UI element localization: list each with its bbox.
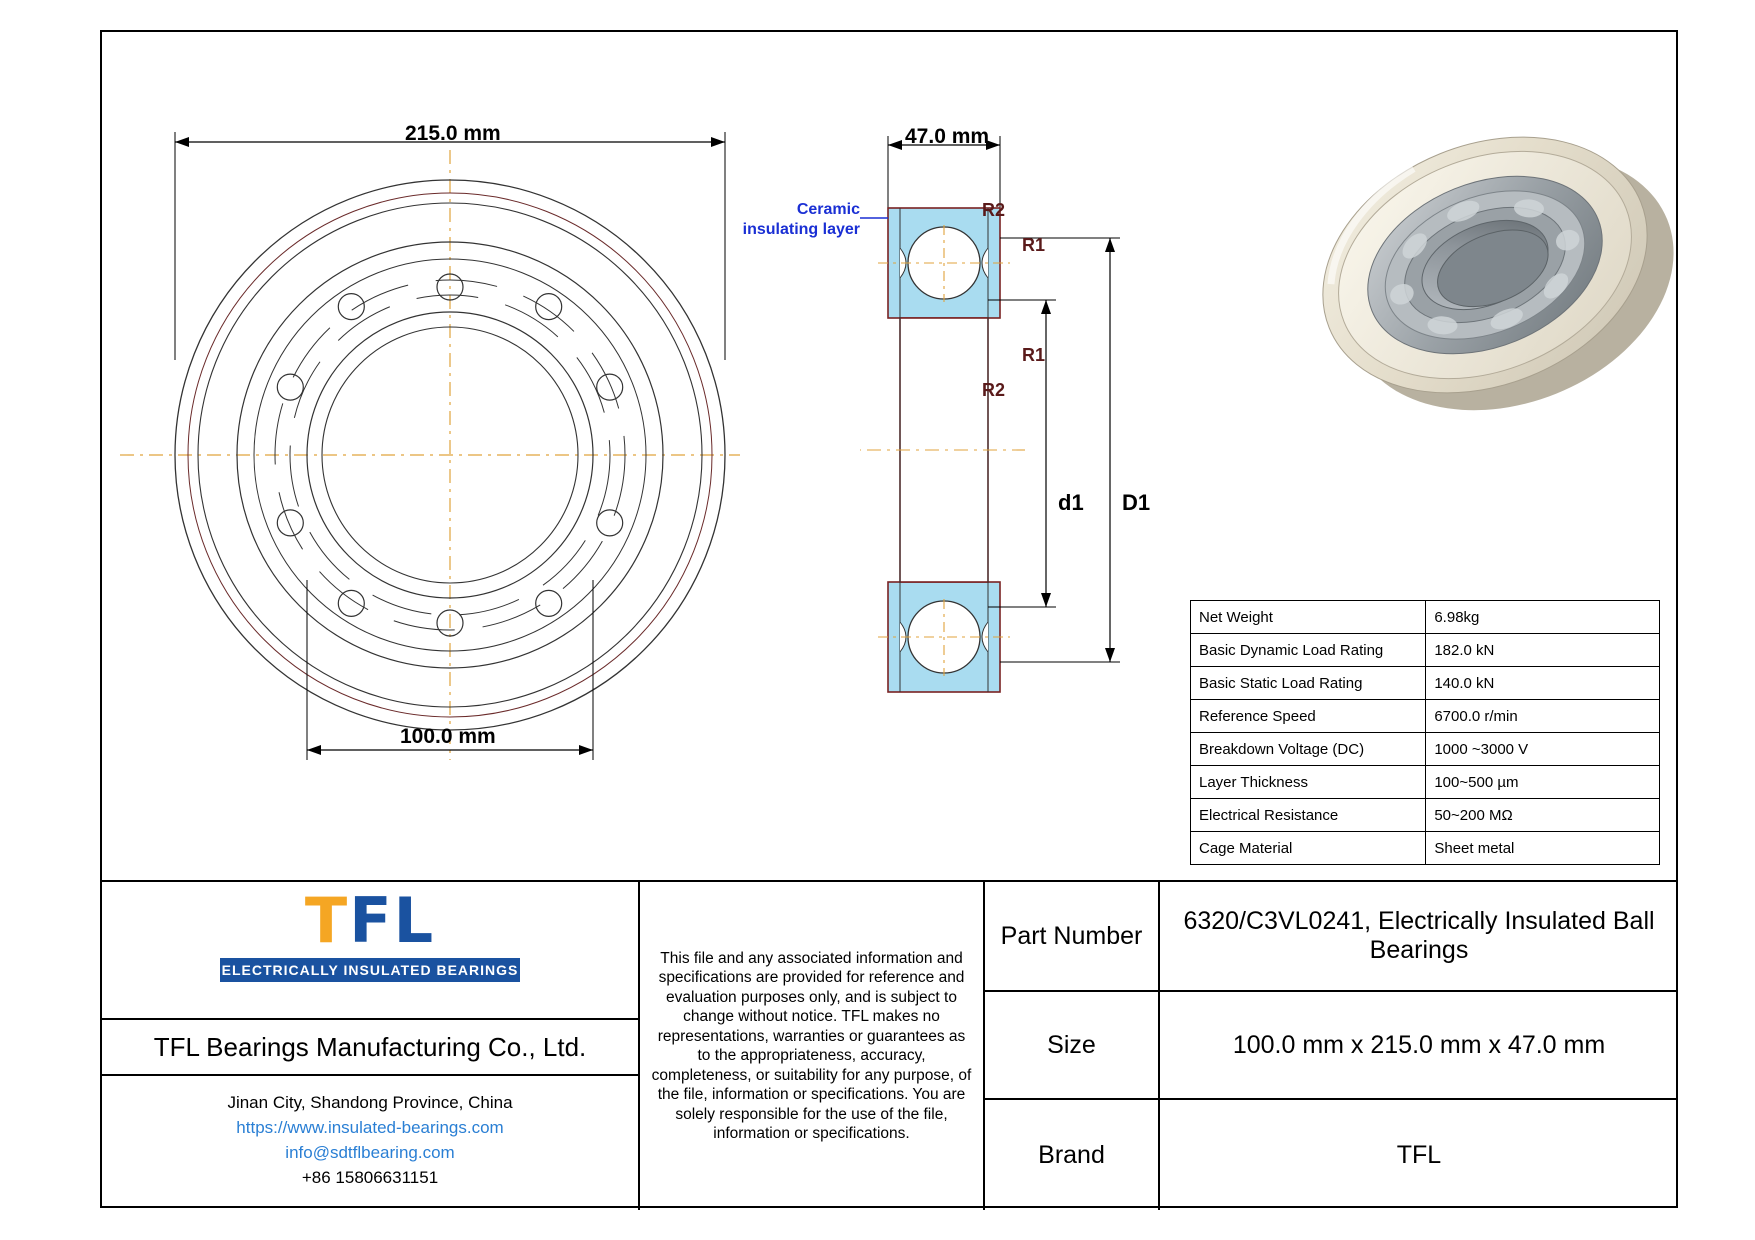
company-name: TFL Bearings Manufacturing Co., Ltd.: [153, 1032, 587, 1062]
spec-value: 6700.0 r/min: [1426, 700, 1660, 733]
tfl-logo: [100, 884, 640, 982]
field-size: [985, 992, 1678, 1100]
fields-panel: [985, 882, 1678, 1210]
specification-table: [1190, 600, 1660, 865]
field-part-number: [985, 882, 1678, 992]
logo-letter-l: L: [393, 884, 436, 957]
spec-key: Electrical Resistance: [1191, 799, 1426, 832]
ceramic-layer-line1: Ceramic: [796, 201, 860, 218]
logo-letter-t: T: [304, 884, 350, 957]
field-value: TFL: [1396, 1140, 1442, 1169]
spec-value: 6.98kg: [1426, 601, 1660, 634]
table-row: [1191, 601, 1660, 634]
table-row: [1191, 733, 1660, 766]
spec-value: 50~200 MΩ: [1426, 799, 1660, 832]
label-r1-bottom: R1: [1022, 345, 1046, 365]
field-value: 100.0 mm x 215.0 mm x 47.0 mm: [1232, 1030, 1606, 1059]
label-r2-bottom: R2: [982, 380, 1006, 400]
spec-key: Breakdown Voltage (DC): [1191, 733, 1426, 766]
table-row: [1191, 832, 1660, 865]
label-d1: d1: [1058, 490, 1084, 515]
table-row: [1191, 667, 1660, 700]
logo-tagline: ELECTRICALLY INSULATED BEARINGS: [220, 958, 520, 982]
dimension-bore: 100.0 mm: [400, 725, 496, 748]
table-row: [1191, 799, 1660, 832]
company-address-block: [100, 1090, 640, 1190]
website-link[interactable]: https://www.insulated-bearings.com: [236, 1118, 504, 1137]
dimension-width: 47.0 mm: [905, 125, 990, 148]
email-link[interactable]: info@sdtflbearing.com: [285, 1143, 455, 1162]
spec-key: Layer Thickness: [1191, 766, 1426, 799]
spec-key: Basic Static Load Rating: [1191, 667, 1426, 700]
spec-key: Reference Speed: [1191, 700, 1426, 733]
dimension-outer-diameter: 215.0 mm: [405, 122, 501, 145]
field-label: Brand: [985, 1100, 1160, 1210]
logo-letter-f: F: [349, 884, 394, 957]
company-panel: [100, 882, 640, 1210]
table-row: [1191, 766, 1660, 799]
disclaimer-panel: [640, 882, 985, 1210]
bearing-3d-render: [1280, 90, 1700, 470]
spec-value: 100~500 µm: [1426, 766, 1660, 799]
field-label: Part Number: [985, 882, 1160, 990]
phone-number: +86 15806631151: [301, 1168, 439, 1187]
label-r2-top: R2: [982, 200, 1006, 220]
ceramic-layer-line2: insulating layer: [742, 221, 860, 238]
spec-key: Basic Dynamic Load Rating: [1191, 634, 1426, 667]
field-value: 6320/C3VL0241, Electrically Insulated Ball Bearings: [1183, 907, 1655, 964]
label-D1: D1: [1122, 490, 1151, 515]
spec-key: Cage Material: [1191, 832, 1426, 865]
spec-value: 140.0 kN: [1426, 667, 1660, 700]
disclaimer-text: This file and any associated information and specifications are provided for reference and evaluation purposes only, and is subject to change without notice. TFL makes no representations, warranties or guarantees as to the appropriateness, accuracy, completeness, or suitability for any purpose, of the file, information or specifications. You are solely responsible for the use of the file, information or specifications.: [651, 949, 972, 1142]
divider: [100, 1074, 640, 1076]
spec-key: Net Weight: [1191, 601, 1426, 634]
table-row: [1191, 634, 1660, 667]
spec-value: 1000 ~3000 V: [1426, 733, 1660, 766]
divider: [100, 1018, 640, 1020]
spec-value: 182.0 kN: [1426, 634, 1660, 667]
field-brand: [985, 1100, 1678, 1210]
spec-value: Sheet metal: [1426, 832, 1660, 865]
ceramic-layer-annotation: [710, 200, 860, 240]
address-line: Jinan City, Shandong Province, China: [227, 1093, 513, 1112]
field-label: Size: [985, 992, 1160, 1098]
title-block: [100, 880, 1678, 1208]
table-row: [1191, 700, 1660, 733]
label-r1-top: R1: [1022, 235, 1046, 255]
